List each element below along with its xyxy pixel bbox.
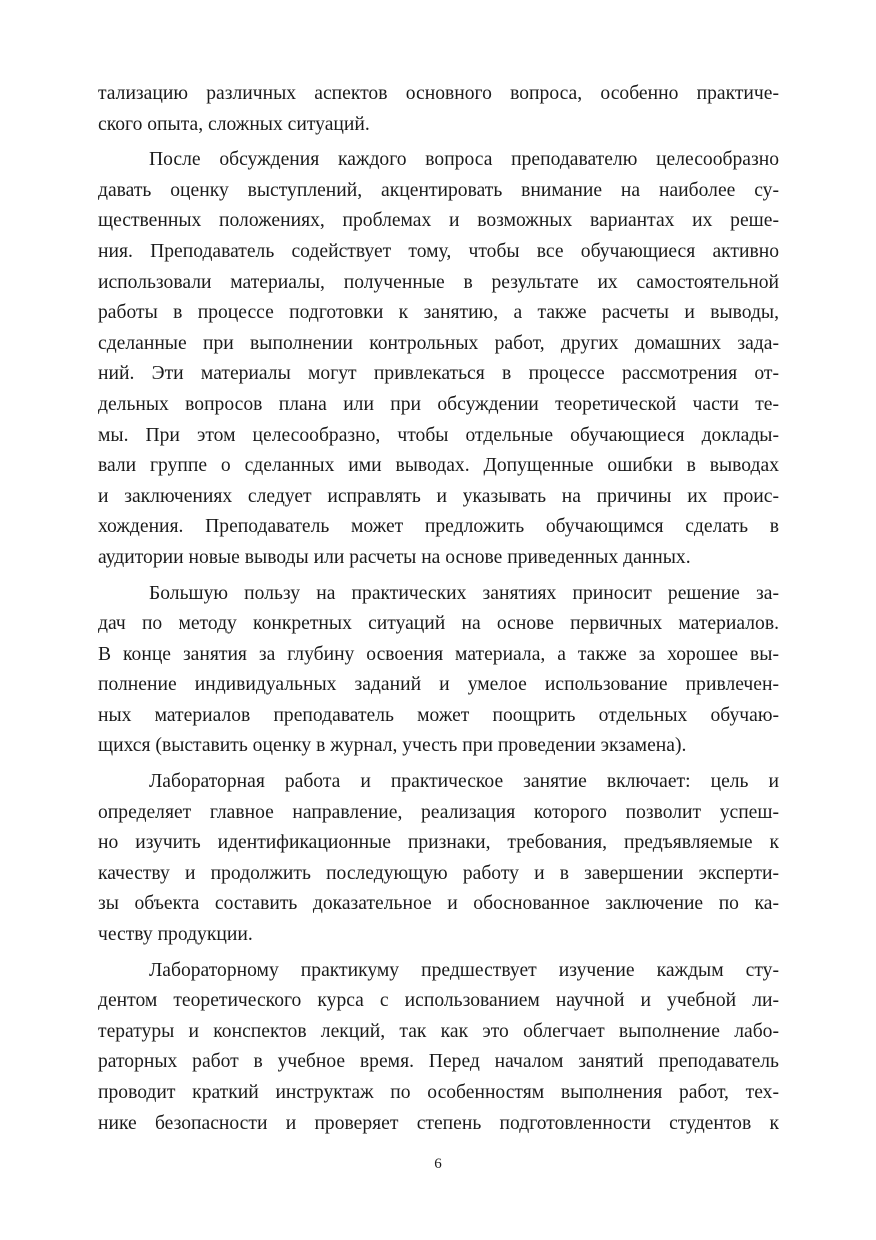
text-line: тализацию различных аспектов основного вопроса, особенно практиче-: [98, 83, 779, 104]
text-line: дентом теоретического курса с использованием научной и учебной ли-: [98, 990, 779, 1012]
text-line: работы в процессе подготовки к занятию, а также расчеты и выводы,: [98, 302, 779, 324]
text-line: вали группе о сделанных ими выводах. Допущенные ошибки в выводах: [98, 455, 779, 477]
paragraph-4: [98, 767, 779, 951]
text-line: тературы и конспектов лекций, так как это облегчает выполнение лабо-: [98, 1020, 779, 1042]
text-line: качеству и продолжить последующую работу и в завершении эксперти-: [98, 862, 779, 884]
text-line: но изучить идентификационные признаки, требования, предъявляемые к: [98, 832, 779, 854]
text-line: ний. Эти материалы могут привлекаться в процессе рассмотрения от-: [98, 363, 779, 385]
paragraph-1: [98, 79, 779, 140]
text-line: ния. Преподаватель содействует тому, чтобы все обучающиеся активно: [98, 240, 779, 262]
text-line: щественных положениях, проблемах и возможных вариантах их реше-: [98, 210, 779, 232]
paragraph-3: [98, 579, 779, 763]
text-line: определяет главное направление, реализация которого позволит успеш-: [98, 801, 779, 823]
text-line: зы объекта составить доказательное и обоснованное заключение по ка-: [98, 893, 779, 915]
text-line: ского опыта, сложных ситуаций.: [98, 113, 370, 135]
text-line: Лабораторная работа и практическое занятие включает: цель и: [149, 771, 779, 793]
text-line: раторных работ в учебное время. Перед началом занятий преподаватель: [98, 1051, 779, 1073]
text-line: сделанные при выполнении контрольных работ, других домашних зада-: [98, 332, 779, 354]
text-line: аудитории новые выводы или расчеты на основе приведенных данных.: [98, 546, 691, 568]
text-line: дельных вопросов плана или при обсуждении теоретической части те-: [98, 393, 779, 415]
text-line: и заключениях следует исправлять и указывать на причины их проис-: [98, 485, 779, 507]
text-line: После обсуждения каждого вопроса преподавателю целесообразно: [149, 149, 779, 171]
text-line: нике безопасности и проверяет степень подготовленности студентов к: [98, 1112, 779, 1134]
text-line: использовали материалы, полученные в результате их самостоятельной: [98, 271, 779, 293]
text-line: мы. При этом целесообразно, чтобы отдельные обучающиеся доклады-: [98, 424, 779, 446]
text-line: хождения. Преподаватель может предложить обучающимся сделать в: [98, 516, 779, 538]
text-line: Лабораторному практикуму предшествует изучение каждым сту-: [149, 959, 779, 981]
text-line: Большую пользу на практических занятиях приносит решение за-: [149, 582, 779, 604]
text-line: полнение индивидуальных заданий и умелое использование привлечен-: [98, 674, 779, 696]
text-line: давать оценку выступлений, акцентировать внимание на наиболее су-: [98, 179, 779, 201]
paragraph-2: [98, 145, 779, 573]
paragraph-5: [98, 956, 779, 1140]
text-line: щихся (выставить оценку в журнал, учесть при проведении экзамена).: [98, 735, 687, 757]
text-line: В конце занятия за глубину освоения материала, а также за хорошее вы-: [98, 643, 779, 665]
page-number: 6: [434, 1156, 442, 1172]
text-line: ных материалов преподаватель может поощрить отдельных обучаю-: [98, 704, 779, 726]
text-line: дач по методу конкретных ситуаций на основе первичных материалов.: [98, 613, 779, 635]
page-body: [98, 79, 779, 1144]
text-line: проводит краткий инструктаж по особенностям выполнения работ, тех-: [98, 1082, 779, 1103]
text-line: честву продукции.: [98, 924, 253, 946]
